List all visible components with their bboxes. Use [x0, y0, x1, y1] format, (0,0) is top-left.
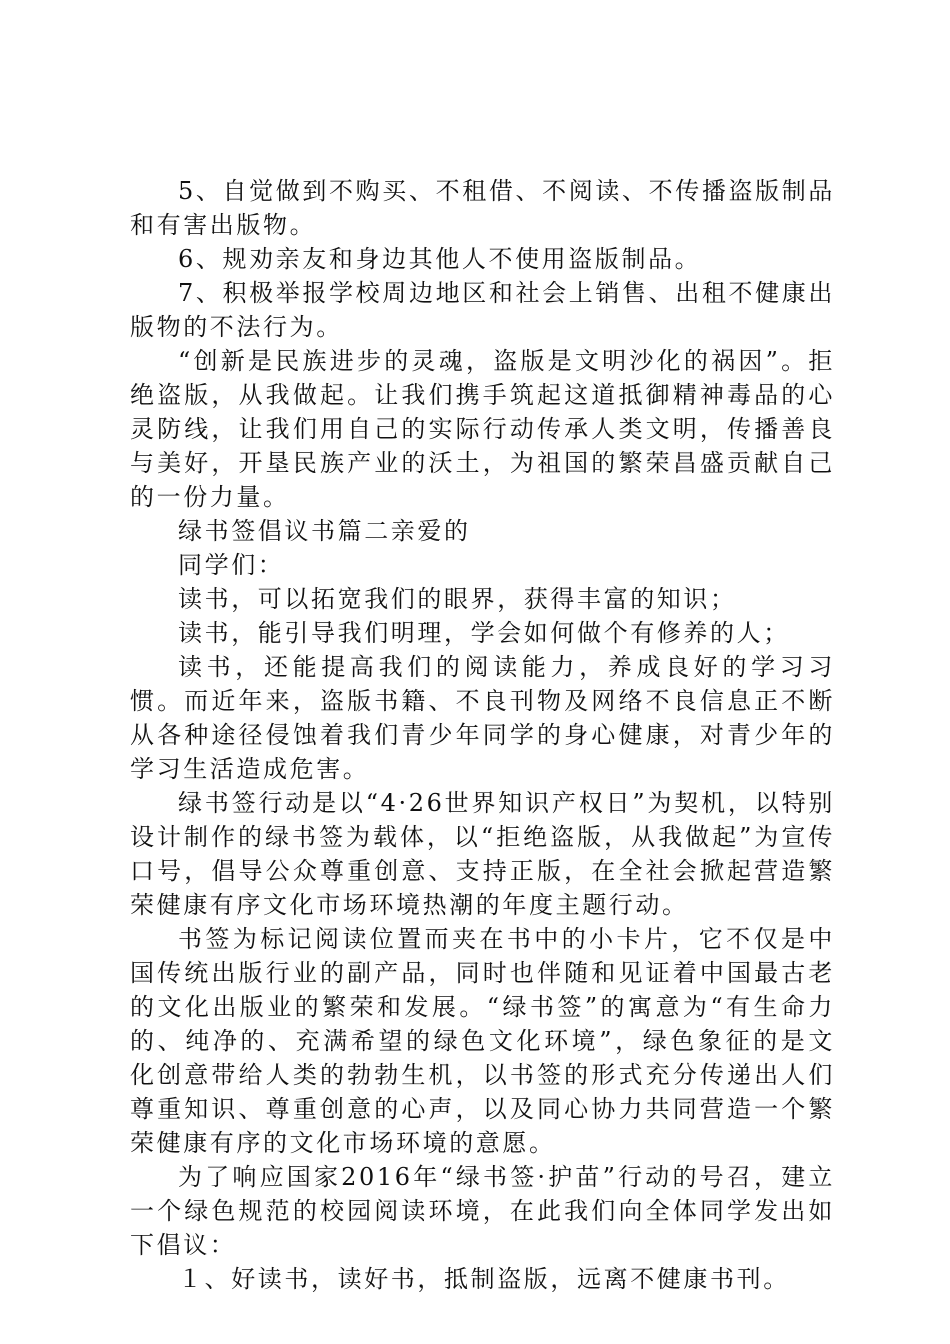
paragraph-call-to-action: 为了响应国家2016年“绿书签·护苗”行动的号召，建立一个绿色规范的校园阅读环境，在此我们向全体同学发出如下倡议：: [130, 1163, 835, 1259]
paragraph-reading-3: 读书，还能提高我们的阅读能力，养成良好的学习习惯。而近年来，盗版书籍、不良刊物及网络不良信息正不断从各种途径侵蚀着我们青少年同学的身心健康，对青少年的学习生活造成危害。: [130, 653, 835, 783]
section-heading: 绿书签倡议书篇二亲爱的: [178, 517, 471, 545]
paragraph-green-bookmark-action: 绿书签行动是以“4·26世界知识产权日”为契机，以特别设计制作的绿书签为载体，以“拒绝盗版，从我做起”为宣传口号，倡导公众尊重创意、支持正版，在全社会掀起营造繁荣健康有序文化市场环境热潮的年度主题行动。: [130, 789, 835, 919]
paragraph-reading-2: 读书，能引导我们明理，学会如何做个有修养的人；: [178, 619, 790, 647]
proposal-item-1: １、好读书，读好书，抵制盗版，远离不健康书刊。: [178, 1265, 790, 1293]
document-body: [130, 174, 835, 1296]
paragraph-slogan: “创新是民族进步的灵魂，盗版是文明沙化的祸因”。拒绝盗版，从我做起。让我们携手筑起这道抵御精神毒品的心灵防线，让我们用自己的实际行动传承人类文明，传播善良与美好，开垦民族产业的沃土，为祖国的繁荣昌盛贡献自己的一份力量。: [130, 347, 835, 511]
paragraph-item-5: 5、自觉做到不购买、不租借、不阅读、不传播盗版制品和有害出版物。: [130, 177, 835, 239]
salutation: 同学们：: [178, 551, 285, 579]
paragraph-item-7: 7、积极举报学校周边地区和社会上销售、出租不健康出版物的不法行为。: [130, 279, 835, 341]
paragraph-bookmark-meaning: 书签为标记阅读位置而夹在书中的小卡片，它不仅是中国传统出版行业的副产品，同时也伴随和见证着中国最古老的文化出版业的繁荣和发展。“绿书签”的寓意为“有生命力的、纯净的、充满希望的绿色文化环境”，绿色象征的是文化创意带给人类的勃勃生机，以书签的形式充分传递出人们尊重知识、尊重创意的心声，以及同心协力共同营造一个繁荣健康有序的文化市场环境的意愿。: [130, 925, 835, 1157]
paragraph-reading-1: 读书，可以拓宽我们的眼界，获得丰富的知识；: [178, 585, 737, 613]
paragraph-item-6: 6、规劝亲友和身边其他人不使用盗版制品。: [178, 245, 702, 273]
